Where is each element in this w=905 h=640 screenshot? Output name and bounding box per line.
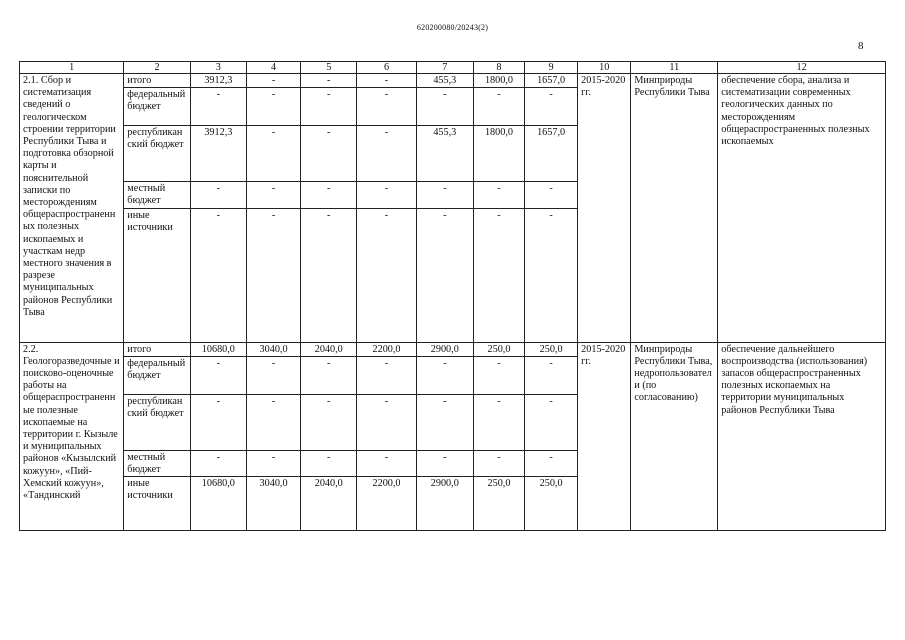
cell-value: -	[357, 208, 416, 342]
cell-value: -	[301, 450, 357, 476]
cell-value: 3040,0	[246, 342, 300, 356]
cell-value: -	[357, 450, 416, 476]
activity-name: 2.1. Сбор и систематизация сведений о геологическом строении территории Республики Тыва и подготовка обзорной карты и пояснительной записки по месторождениям общераспространенных полезных ископаемых и участкам недр местного значения в разрезе муниципальных районов Республики Тыва	[20, 74, 124, 343]
cell-value: -	[473, 182, 524, 208]
column-header: 12	[718, 62, 886, 74]
cell-value: -	[301, 88, 357, 126]
cell-value: -	[416, 394, 473, 450]
column-header: 6	[357, 62, 416, 74]
document-id: 620200080/20243(2)	[416, 23, 489, 32]
table-row	[20, 74, 886, 88]
cell-value: -	[301, 182, 357, 208]
cell-value: -	[525, 394, 578, 450]
cell-value: -	[416, 356, 473, 394]
cell-value: 10680,0	[190, 342, 246, 356]
cell-value: 2200,0	[357, 342, 416, 356]
column-number-row	[20, 62, 886, 74]
column-header: 8	[473, 62, 524, 74]
cell-value: -	[525, 88, 578, 126]
cell-value: -	[525, 450, 578, 476]
cell-value: -	[301, 356, 357, 394]
cell-value: 2040,0	[301, 342, 357, 356]
funding-source: федеральный бюджет	[124, 88, 190, 126]
funding-source: итого	[124, 74, 190, 88]
cell-value: -	[246, 450, 300, 476]
cell-value: 2200,0	[357, 477, 416, 531]
cell-value: 2900,0	[416, 477, 473, 531]
cell-value: 10680,0	[190, 477, 246, 531]
column-header: 3	[190, 62, 246, 74]
period: 2015-2020 гг.	[578, 74, 631, 343]
funding-source: иные источники	[124, 477, 190, 531]
executor: Минприроды Республики Тыва	[631, 74, 718, 343]
cell-value: -	[246, 356, 300, 394]
cell-value: -	[190, 88, 246, 126]
cell-value: -	[525, 208, 578, 342]
funding-source: республиканский бюджет	[124, 394, 190, 450]
cell-value: -	[357, 394, 416, 450]
cell-value: -	[357, 88, 416, 126]
cell-value: -	[416, 208, 473, 342]
cell-value: 250,0	[525, 342, 578, 356]
column-header: 7	[416, 62, 473, 74]
funding-source: федеральный бюджет	[124, 356, 190, 394]
cell-value: 1800,0	[473, 74, 524, 88]
cell-value: -	[301, 208, 357, 342]
cell-value: -	[525, 182, 578, 208]
cell-value: -	[357, 126, 416, 182]
cell-value: 3912,3	[190, 74, 246, 88]
cell-value: -	[357, 74, 416, 88]
funding-source: местный бюджет	[124, 182, 190, 208]
cell-value: -	[246, 394, 300, 450]
funding-source: иные источники	[124, 208, 190, 342]
column-header: 10	[578, 62, 631, 74]
cell-value: -	[246, 208, 300, 342]
cell-value: 1657,0	[525, 74, 578, 88]
column-header: 11	[631, 62, 718, 74]
cell-value: 455,3	[416, 126, 473, 182]
cell-value: -	[246, 88, 300, 126]
column-header: 9	[525, 62, 578, 74]
cell-value: -	[473, 208, 524, 342]
cell-value: -	[190, 208, 246, 342]
cell-value: 250,0	[473, 342, 524, 356]
cell-value: -	[473, 394, 524, 450]
cell-value: 250,0	[525, 477, 578, 531]
cell-value: -	[190, 450, 246, 476]
executor: Минприроды Республики Тыва, недропользователи (по согласованию)	[631, 342, 718, 531]
expected-result: обеспечение дальнейшего воспроизводства (использования) запасов общераспространенных полезных ископаемых на территории муниципальных районов Республики Тыва	[718, 342, 886, 531]
cell-value: -	[357, 182, 416, 208]
column-header: 1	[20, 62, 124, 74]
cell-value: 3040,0	[246, 477, 300, 531]
cell-value: -	[525, 356, 578, 394]
cell-value: -	[190, 182, 246, 208]
column-header: 5	[301, 62, 357, 74]
cell-value: -	[416, 450, 473, 476]
cell-value: 2040,0	[301, 477, 357, 531]
column-header: 2	[124, 62, 190, 74]
cell-value: -	[473, 450, 524, 476]
funding-source: итого	[124, 342, 190, 356]
cell-value: 455,3	[416, 74, 473, 88]
cell-value: -	[190, 356, 246, 394]
column-header: 4	[246, 62, 300, 74]
cell-value: 1800,0	[473, 126, 524, 182]
cell-value: -	[246, 126, 300, 182]
cell-value: 1657,0	[525, 126, 578, 182]
program-table	[19, 61, 886, 531]
funding-source: местный бюджет	[124, 450, 190, 476]
page-number: 8	[858, 40, 864, 52]
funding-source: республиканский бюджет	[124, 126, 190, 182]
cell-value: -	[301, 74, 357, 88]
cell-value: -	[190, 394, 246, 450]
cell-value: 3912,3	[190, 126, 246, 182]
cell-value: -	[301, 126, 357, 182]
activity-name: 2.2. Геологоразведочные и поисково-оценочные работы на общераспространенные полезные ископаемые на территории г. Кызыле и муниципальных районов «Кызылский кожуун», «Пий-Хемский кожуун», «Тандинский	[20, 342, 124, 531]
cell-value: -	[357, 356, 416, 394]
cell-value: -	[473, 88, 524, 126]
cell-value: 250,0	[473, 477, 524, 531]
table-row	[20, 342, 886, 356]
cell-value: 2900,0	[416, 342, 473, 356]
cell-value: -	[416, 182, 473, 208]
expected-result: обеспечение сбора, анализа и систематизации современных геологических данных по месторождениям общераспространенных полезных ископаемых	[718, 74, 886, 343]
period: 2015-2020 гг.	[578, 342, 631, 531]
cell-value: -	[246, 182, 300, 208]
cell-value: -	[301, 394, 357, 450]
cell-value: -	[416, 88, 473, 126]
cell-value: -	[473, 356, 524, 394]
cell-value: -	[246, 74, 300, 88]
